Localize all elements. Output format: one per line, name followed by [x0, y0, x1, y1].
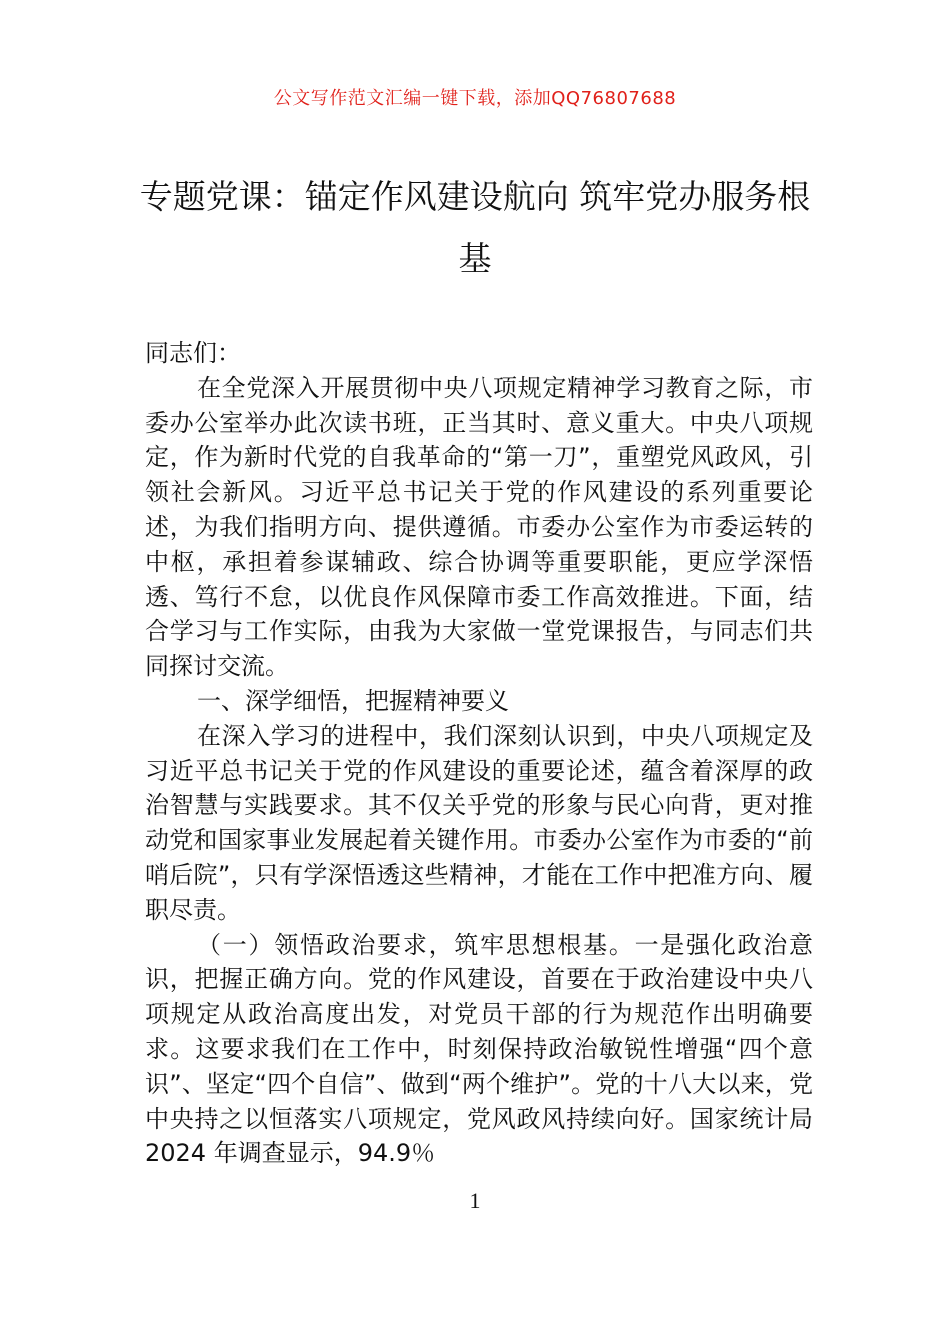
download-notice: 公文写作范文汇编一键下载，添加QQ76807688 — [273, 88, 677, 109]
salutation: 同志们： — [145, 339, 241, 367]
section-heading-1: 一、深学细悟，把握精神要义 — [197, 686, 509, 715]
paragraph-subsection-1: （一）领悟政治要求，筑牢思想根基。一是强化政治意识，把握正确方向。党的作风建设，首要在于政治建设中央八项规定从政治高度出发，对党员干部的行为规范作出明确要求。这要求我们在工作中，时刻保持政治敏锐性增强“四个意识”、坚定“四个自信”、做到“两个维护”。党的十八大以来，党中央持之以恒落实八项规定，党风政风持续向好。国家统计局 2024 年调查显示，94.9％ — [145, 930, 813, 1168]
page-number: 1 — [469, 1188, 481, 1213]
paragraph-section-1: 在深入学习的进程中，我们深刻认识到，中央八项规定及习近平总书记关于党的作风建设的重要论述，蕴含着深厚的政治智慧与实践要求。其不仅关乎党的形象与民心向背，更对推动党和国家事业发展起着关键作用。市委办公室作为市委的“前哨后院”，只有学深悟透这些精神，才能在工作中把准方向、履职尽责。 — [145, 721, 813, 924]
document-title: 专题党课：锚定作风建设航向 筑牢党办服务根基 — [139, 177, 811, 278]
document-body — [145, 336, 813, 1171]
paragraph-intro: 在全党深入开展贯彻中央八项规定精神学习教育之际，市委办公室举办此次读书班，正当其时、意义重大。中央八项规定，作为新时代党的自我革命的“第一刀”，重塑党风政风，引领社会新风。习近平总书记关于党的作风建设的系列重要论述，为我们指明方向、提供遵循。市委办公室作为市委运转的中枢，承担着参谋辅政、综合协调等重要职能，更应学深悟透、笃行不怠，以优良作风保障市委工作高效推进。下面，结合学习与工作实际，由我为大家做一堂党课报告，与同志们共同探讨交流。 — [145, 373, 813, 681]
